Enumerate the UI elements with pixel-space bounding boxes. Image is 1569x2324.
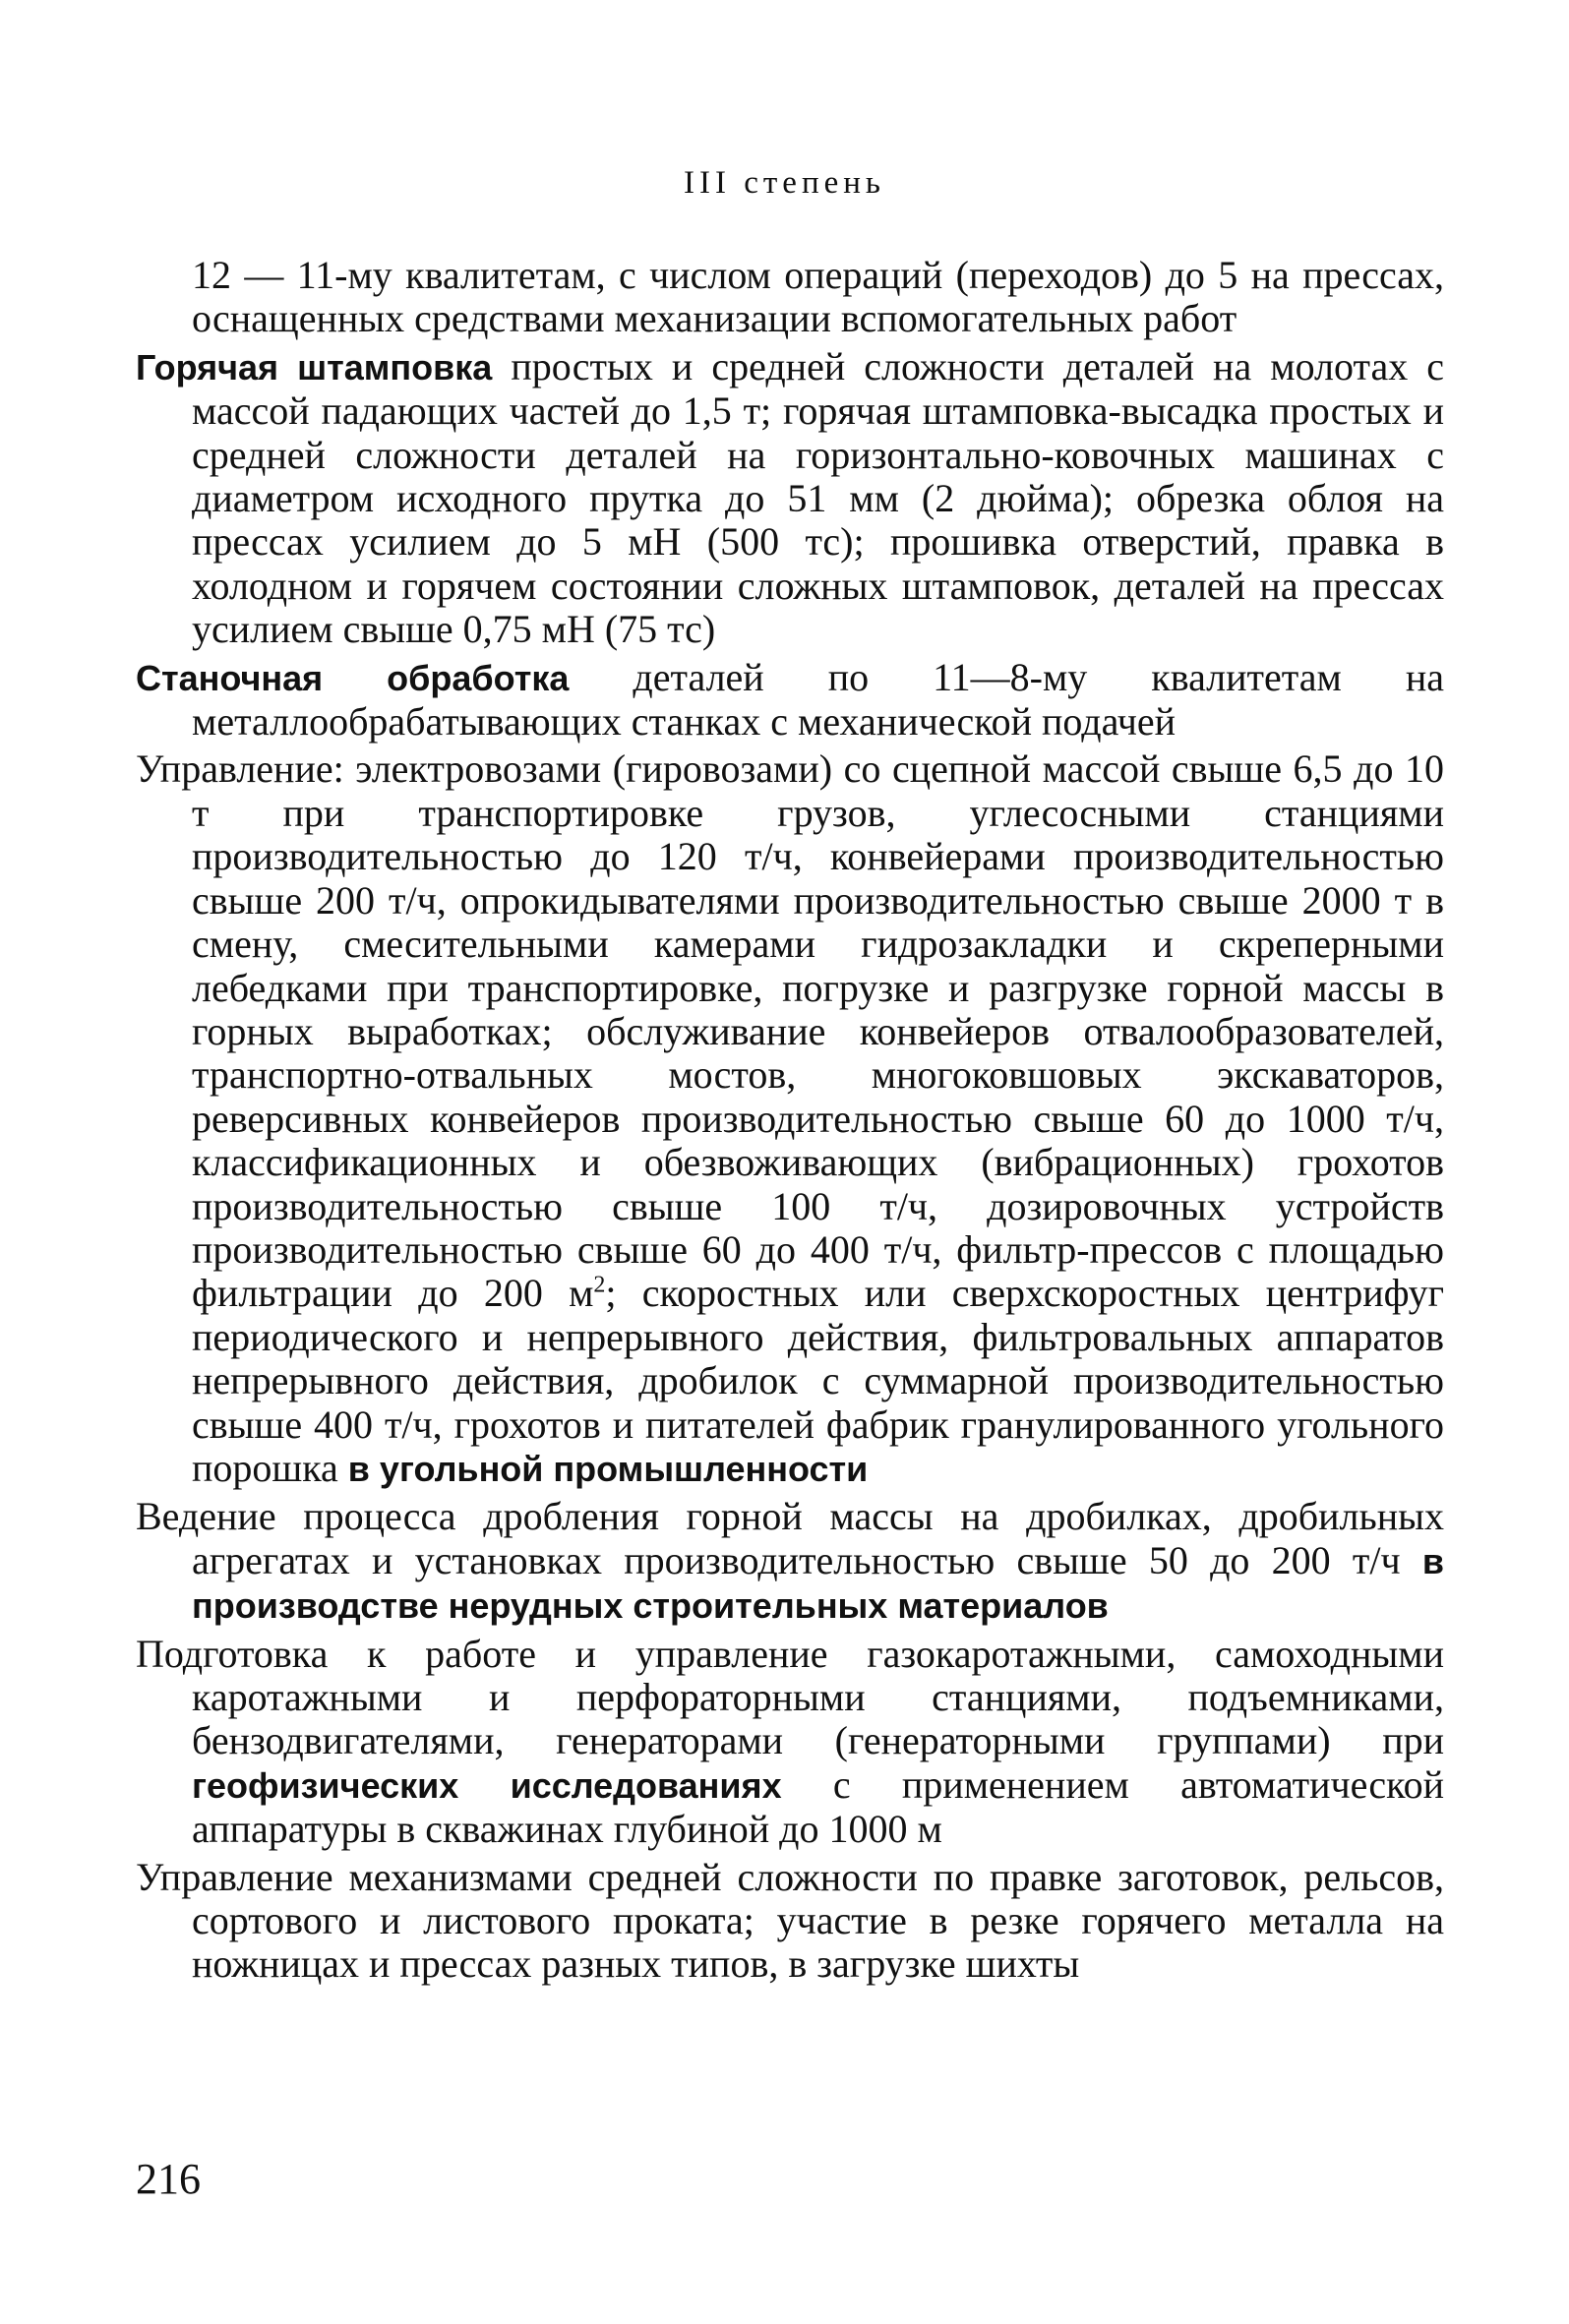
bold-term: Станочная обработка [136, 657, 570, 698]
superscript: 2 [593, 1273, 606, 1299]
text-run: простых и средней сложности деталей на молотах с массой падающих частей до 1,5 т; горячая штамповка-высадка простых и средней сложности деталей на горизонтально-ковочных машинах с диаметром исходного прутка до 51 мм (2 дюйма); обрезка облоя на прессах усилием до 5 мН (500 тс); прошивка отверстий, правка в холодном и горячем состоянии сложных штамповок, деталей на прессах усилием свыше 0,75 мН (75 тс) [192, 343, 1445, 652]
text-run: Управление механизмами средней сложности по правке заготовок, рельсов, сортового и листового проката; участие в резке горячего металла на ножницах и прессах разных типов, в загрузке шихты [136, 1854, 1444, 1987]
text-run: деталей по 11—8-му квалитетам на металлообрабатывающих станках с механической подачей [192, 654, 1444, 745]
bold-term: Горячая штамповка [136, 346, 493, 387]
bold-term: в угольной промышленности [347, 1448, 869, 1489]
bold-term: геофизических исследованиях [192, 1764, 782, 1806]
page-number: 216 [136, 2155, 201, 2203]
text-run: 12 — 11-му квалитетам, с числом операций (переходов) до 5 на прессах, оснащенных средствами механизации вспомогательных работ [192, 253, 1444, 341]
running-head: III степень [684, 165, 885, 201]
text-run: ; скоростных или сверхскоростных центрифуг периодического и непрерывного действия, фильтровальных аппаратов непрерывного действия, дробилок с суммарной производительностью свыше 400 т/ч, грохотов и питателей фабрик гранулированного угольного порошка [192, 1271, 1445, 1490]
entry-control-coal [136, 747, 1444, 1491]
text-run: Ведение процесса дробления горной массы на дробилках, дробильных агрегатах и установках производительностью свыше 50 до 200 т/ч [136, 1494, 1444, 1582]
body-text [136, 254, 1444, 1991]
text-run: с применением автоматической аппаратуры в скважинах глубиной до 1000 м [192, 1761, 1444, 1852]
entry-straightening [136, 1856, 1444, 1987]
text-run: Управление: электровозами (гировозами) со сцепной массой свыше 6,5 до 10 т при транспортировке грузов, углесосными станциями производительностью до 120 т/ч, конвейерами производительностью свыше 200 т/ч, опрокидывателями производительностью свыше 2000 т в смену, смесительными камерами гидрозакладки и скреперными лебедками при транспортировке, погрузке и разгрузке горной массы в горных выработках; обслуживание конвейеров отвалообразователей, транспортно-отвальных мостов, многоковшовых экскаваторов, реверсивных конвейеров производительностью свыше 60 до 1000 т/ч, классификационных и обезвоживающих (вибрационных) грохотов производительностью свыше 100 т/ч, дозировочных устройств производительностью свыше 60 до 400 т/ч, фильтр-прессов с площадью фильтрации до 200 м [136, 746, 1444, 1316]
text-run: Подготовка к работе и управление газокаротажными, самоходными каротажными и перфораторными станциями, подъемниками, бензодвигателями, генераторами (генераторными группами) при [136, 1631, 1444, 1763]
entry-geophysics [136, 1633, 1444, 1852]
bold-term: в производстве нерудных строительных материалов [192, 1540, 1444, 1627]
entry-hot-stamping [136, 345, 1444, 652]
entry-crushing [136, 1495, 1444, 1628]
entry-continuation [136, 254, 1444, 341]
entry-machining [136, 656, 1444, 745]
